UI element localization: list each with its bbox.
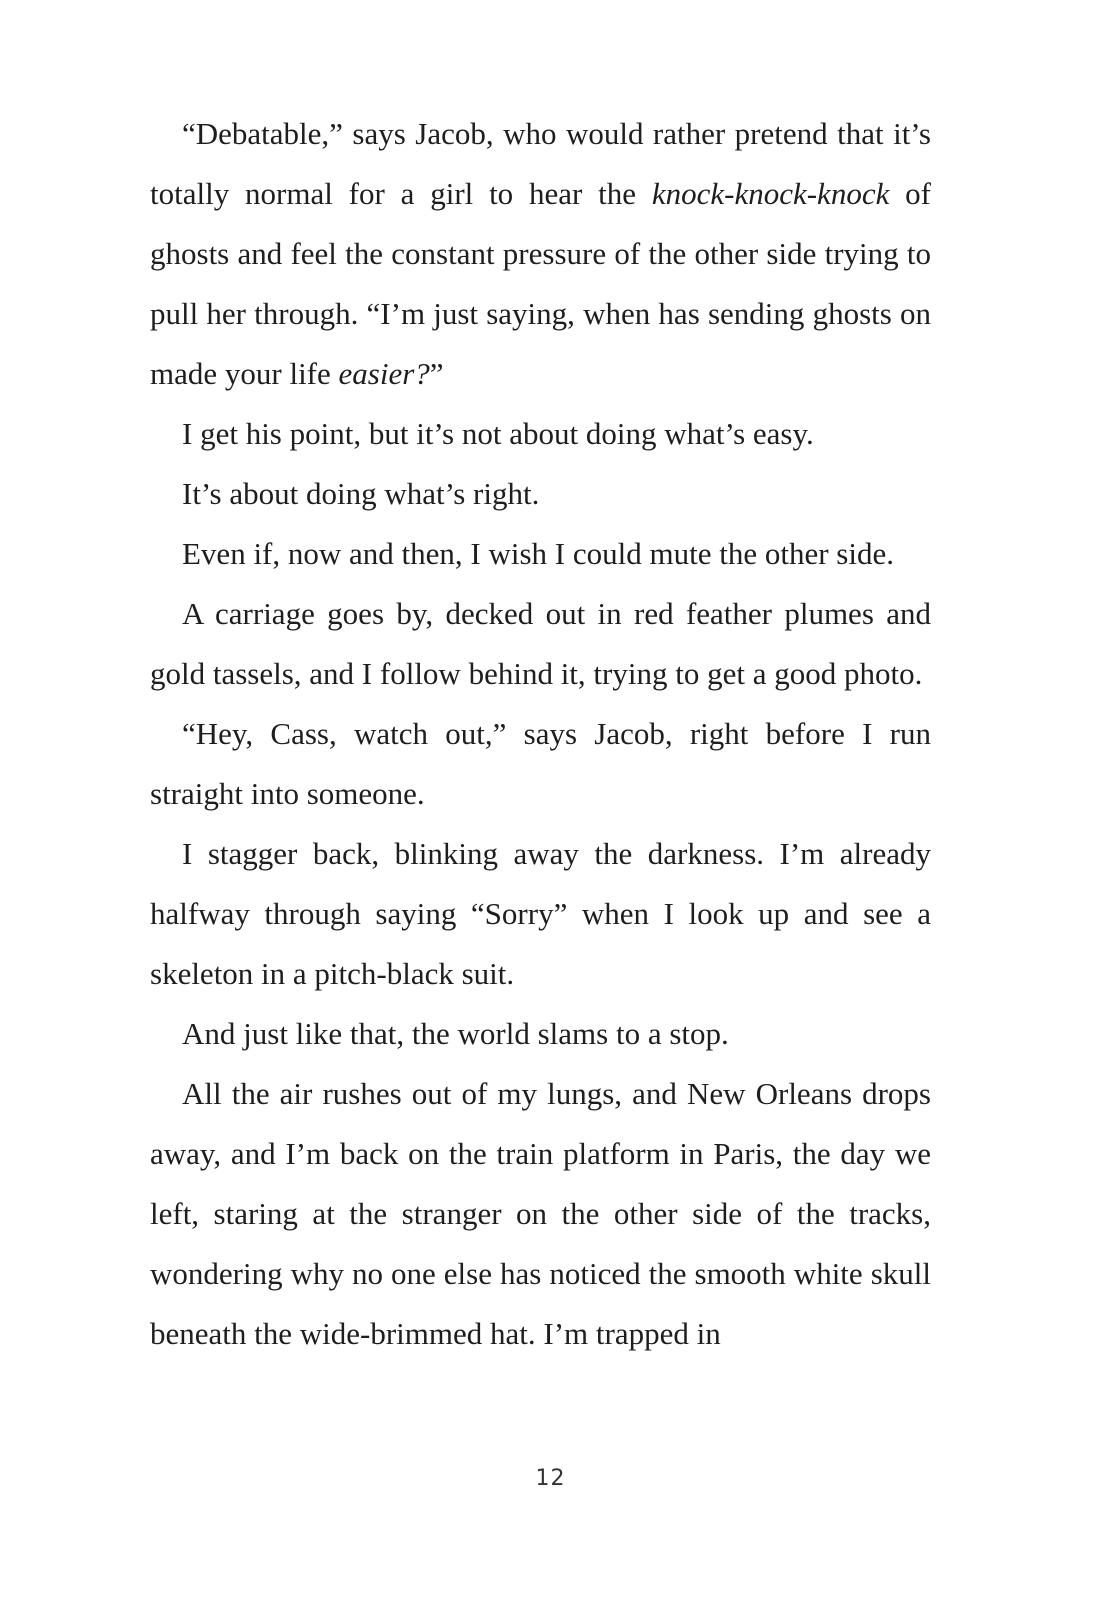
italic-text-run: knock-knock-knock [651,176,890,211]
paragraph [150,524,931,584]
text-run: It’s about doing what’s right. [182,476,540,511]
text-run: “Hey, Cass, watch out,” says Jacob, right before I run straight into someone. [150,716,931,811]
italic-text-run: easier? [338,356,430,391]
text-run: Even if, now and then, I wish I could mute the other side. [182,536,894,571]
paragraph [150,464,931,524]
body-text [150,104,931,1364]
text-run: ” [429,356,444,391]
paragraph [150,1004,931,1064]
text-run: I stagger back, blinking away the darkness. I’m already halfway through saying “Sorry” when I look up and see a skeleton in a pitch-black suit. [150,836,931,991]
paragraph [150,824,931,1004]
paragraph [150,584,931,704]
paragraph [150,104,931,404]
paragraph [150,1064,931,1364]
text-run: All the air rushes out of my lungs, and New Orleans drops away, and I’m back on the train platform in Paris, the day we left, staring at the stranger on the other side of the tracks, wondering why no one else has noticed the smooth white skull beneath the wide-brimmed hat. I’m trapped in [150,1076,931,1351]
paragraph [150,704,931,824]
text-run: “Debatable,” says Jacob, who would rather pretend that it’s totally normal for a girl to hear the [150,116,931,211]
text-run: I get his point, but it’s not about doing what’s easy. [182,416,814,451]
text-run: A carriage goes by, decked out in red feather plumes and gold tassels, and I follow behind it, trying to get a good photo. [150,596,931,691]
text-run: of ghosts and feel the constant pressure of the other side trying to pull her through. “I’m just saying, when has sending ghosts on made your life [150,176,931,391]
paragraph [150,404,931,464]
page-number: 12 [535,1466,566,1491]
text-run: And just like that, the world slams to a stop. [182,1016,729,1051]
